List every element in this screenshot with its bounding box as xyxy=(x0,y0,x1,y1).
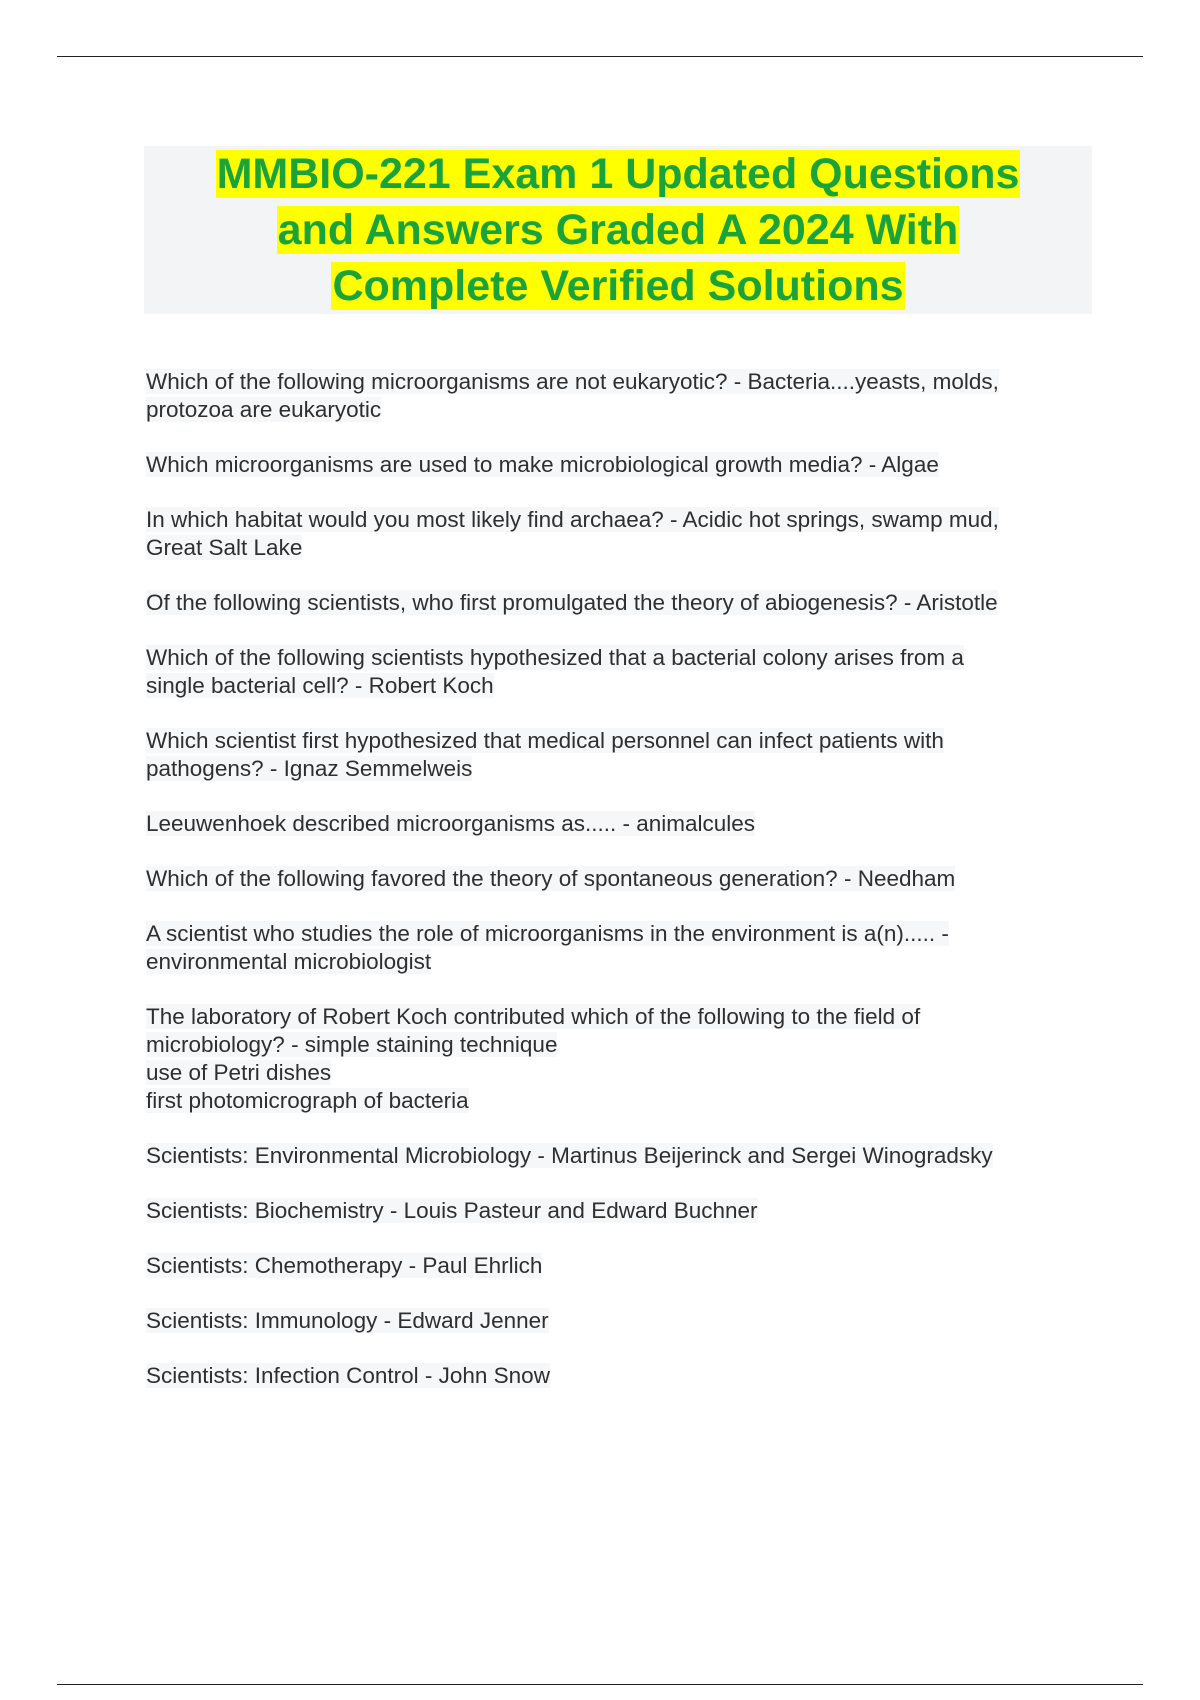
qa-line xyxy=(146,1197,1076,1225)
title-line-1: MMBIO-221 Exam 1 Updated Questions xyxy=(216,150,1020,198)
qa-item xyxy=(146,810,1076,838)
top-rule xyxy=(57,56,1143,57)
qa-line xyxy=(146,451,1076,479)
qa-text: Great Salt Lake xyxy=(146,535,303,560)
qa-item xyxy=(146,1252,1076,1280)
qa-text: Which of the following microorganisms are not eukaryotic? - Bacteria....yeasts, molds, xyxy=(146,369,999,394)
qa-line xyxy=(146,1307,1076,1335)
qa-line xyxy=(146,506,1076,534)
qa-line xyxy=(146,1003,1076,1031)
qa-item xyxy=(146,451,1076,479)
qa-text: A scientist who studies the role of microorganisms in the environment is a(n)..... - xyxy=(146,921,949,946)
qa-item xyxy=(146,1197,1076,1225)
qa-item xyxy=(146,368,1076,424)
qa-text: Leeuwenhoek described microorganisms as..... - animalcules xyxy=(146,811,756,836)
qa-text: environmental microbiologist xyxy=(146,949,432,974)
qa-text: The laboratory of Robert Koch contributed which of the following to the field of xyxy=(146,1004,921,1029)
qa-text: Which microorganisms are used to make microbiological growth media? - Algae xyxy=(146,452,939,477)
qa-text: first photomicrograph of bacteria xyxy=(146,1088,469,1113)
question-answer-list xyxy=(146,368,1076,1417)
qa-item xyxy=(146,727,1076,783)
qa-item xyxy=(146,1307,1076,1335)
qa-text: Scientists: Biochemistry - Louis Pasteur and Edward Buchner xyxy=(146,1198,758,1223)
title-line-2: and Answers Graded A 2024 With xyxy=(277,206,959,254)
qa-line xyxy=(146,727,1076,755)
qa-text: Scientists: Immunology - Edward Jenner xyxy=(146,1308,549,1333)
qa-line xyxy=(146,1252,1076,1280)
qa-text: Which of the following scientists hypothesized that a bacterial colony arises from a xyxy=(146,645,964,670)
qa-item xyxy=(146,589,1076,617)
qa-line xyxy=(146,865,1076,893)
qa-line xyxy=(146,1059,1076,1087)
qa-line xyxy=(146,672,1076,700)
qa-text: In which habitat would you most likely find archaea? - Acidic hot springs, swamp mud, xyxy=(146,507,999,532)
qa-item xyxy=(146,1142,1076,1170)
qa-text: use of Petri dishes xyxy=(146,1060,332,1085)
bottom-rule xyxy=(57,1684,1143,1685)
qa-line xyxy=(146,1362,1076,1390)
qa-text: single bacterial cell? - Robert Koch xyxy=(146,673,494,698)
qa-line xyxy=(146,644,1076,672)
document-title xyxy=(144,146,1092,314)
qa-item xyxy=(146,920,1076,976)
qa-line xyxy=(146,755,1076,783)
qa-item xyxy=(146,1362,1076,1390)
qa-line xyxy=(146,948,1076,976)
qa-line xyxy=(146,534,1076,562)
qa-text: Of the following scientists, who first promulgated the theory of abiogenesis? - Aristotle xyxy=(146,590,998,615)
qa-text: Which scientist first hypothesized that medical personnel can infect patients with xyxy=(146,728,944,753)
qa-line xyxy=(146,1142,1076,1170)
qa-line xyxy=(146,589,1076,617)
qa-line xyxy=(146,810,1076,838)
qa-line xyxy=(146,920,1076,948)
title-line-3: Complete Verified Solutions xyxy=(332,262,904,310)
qa-line xyxy=(146,396,1076,424)
qa-text: Which of the following favored the theory of spontaneous generation? - Needham xyxy=(146,866,956,891)
qa-text: Scientists: Chemotherapy - Paul Ehrlich xyxy=(146,1253,543,1278)
qa-line xyxy=(146,368,1076,396)
qa-text: protozoa are eukaryotic xyxy=(146,397,382,422)
qa-text: pathogens? - Ignaz Semmelweis xyxy=(146,756,473,781)
qa-line xyxy=(146,1031,1076,1059)
qa-text: microbiology? - simple staining technique xyxy=(146,1032,558,1057)
qa-text: Scientists: Environmental Microbiology - Martinus Beijerinck and Sergei Winogradsky xyxy=(146,1143,993,1168)
qa-item xyxy=(146,865,1076,893)
qa-item xyxy=(146,1003,1076,1115)
qa-line xyxy=(146,1087,1076,1115)
qa-text: Scientists: Infection Control - John Snow xyxy=(146,1363,550,1388)
qa-item xyxy=(146,644,1076,700)
qa-item xyxy=(146,506,1076,562)
